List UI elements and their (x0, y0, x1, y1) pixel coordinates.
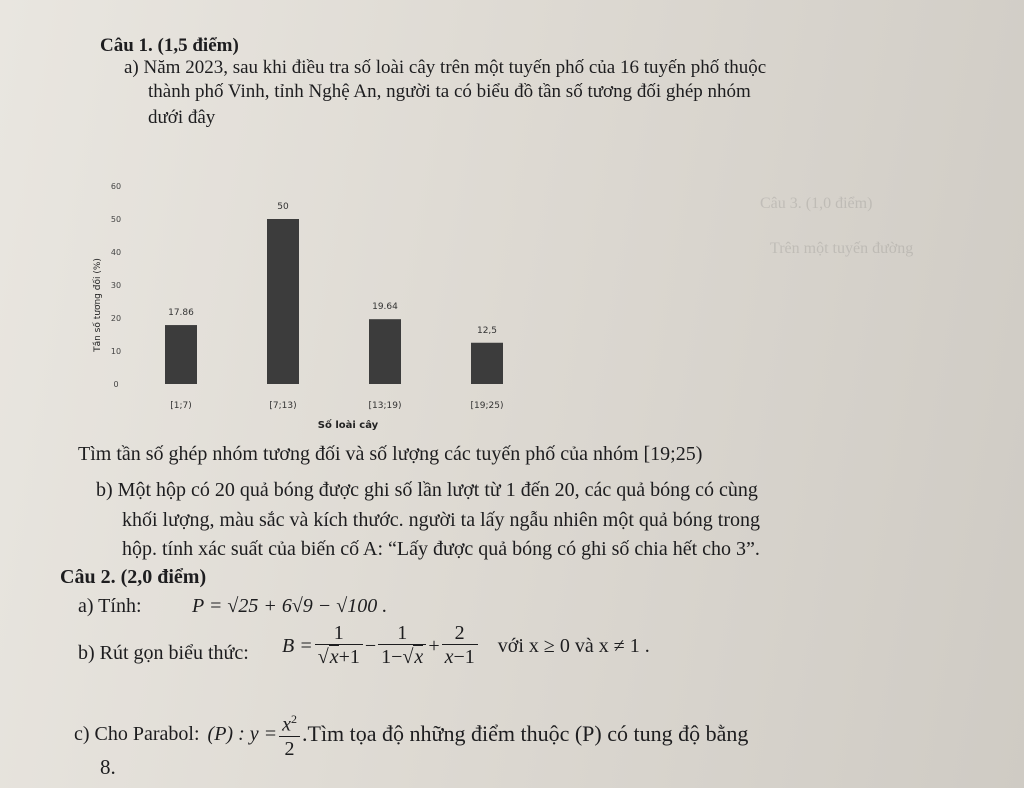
y-tick-label: 40 (110, 248, 122, 257)
q2c-text: .Tìm tọa độ những điểm thuộc (P) có tung độ bằng (302, 721, 749, 747)
fraction-1: $\frac{1}{√x+1}$ (315, 622, 363, 669)
q2c-line (74, 708, 748, 761)
q1b-line3: hộp. tính xác suất của biến cố A: “Lấy được quả bóng có ghi số chia hết cho 3”. (122, 538, 760, 560)
q1b-line1: b) Một hộp có 20 quả bóng được ghi số lần lượt từ 1 đến 20, các quả bóng có cùng (96, 479, 758, 501)
q2c-end: 8. (100, 755, 116, 779)
q2a-label: a) Tính: (78, 595, 142, 617)
b-variable: B = (282, 634, 313, 657)
bar (267, 219, 299, 384)
condition: với x ≥ 0 và x ≠ 1 . (497, 634, 650, 657)
bar (471, 343, 503, 384)
x-tick-label: [7;13) (269, 401, 297, 411)
y-tick-label: 60 (110, 182, 122, 191)
y-tick-label: 20 (110, 314, 122, 323)
x-axis-label: Số loài cây (317, 420, 379, 431)
parabola-eq: (P) : y = (207, 723, 278, 746)
bar-chart (80, 170, 540, 440)
bar (165, 325, 197, 384)
q1a-line2: thành phố Vinh, tỉnh Nghệ An, người ta có biểu đồ tần số tương đối ghép nhóm (148, 81, 751, 102)
q1a-line3: dưới đây (148, 107, 216, 128)
q2a-expression: P = √25 + 6√9 − √100 . (192, 595, 388, 617)
data-label: 50 (277, 202, 289, 212)
x-tick-label: [13;19) (368, 401, 402, 411)
y-tick-label: 10 (110, 347, 122, 356)
bar (369, 319, 401, 384)
question-1-title: Câu 1. (1,5 điểm) (100, 35, 239, 56)
q1-task: Tìm tần số ghép nhóm tương đối và số lượng các tuyến phố của nhóm [19;25) (78, 443, 703, 465)
y-tick-label: 50 (110, 215, 122, 224)
data-label: 12,5 (476, 325, 498, 336)
q2c-label: c) Cho Parabol: (74, 723, 200, 746)
data-label: 17.86 (168, 308, 194, 319)
y-tick-label: 0 (113, 380, 119, 389)
y-axis-label: Tần số tương đối (%) (93, 258, 103, 352)
q2b-expression: B = $\frac{1}{√x+1}$ − $\frac{1}{1-√x}$ + $\frac{2}{x-1}$ với x ≥ 0 và x ≠ 1 . (282, 622, 650, 668)
show-through-text: Câu 3. (1,0 điểm) (760, 195, 873, 212)
q2b-label: b) Rút gọn biểu thức: (78, 642, 249, 664)
data-label: 19.64 (372, 302, 398, 313)
x-tick-label: [19;25) (470, 401, 504, 411)
y-tick-label: 30 (110, 281, 122, 290)
q1a-line1: a) Năm 2023, sau khi điều tra số loài cây trên một tuyến phố của 16 tuyến phố thuộc (124, 57, 767, 78)
x-tick-label: [1;7) (170, 401, 192, 411)
parabola-fraction: $\frac{x^2}{2}$ (279, 708, 300, 761)
show-through-text: Trên một tuyến đường (770, 240, 914, 257)
fraction-3: $\frac{2}{x-1}$ (442, 622, 478, 669)
fraction-2: $\frac{1}{1-√x}$ (378, 622, 426, 669)
q1b-line2: khối lượng, màu sắc và kích thước. người ta lấy ngẫu nhiên một quả bóng trong (122, 509, 761, 531)
question-2-title: Câu 2. (2,0 điểm) (60, 566, 207, 588)
